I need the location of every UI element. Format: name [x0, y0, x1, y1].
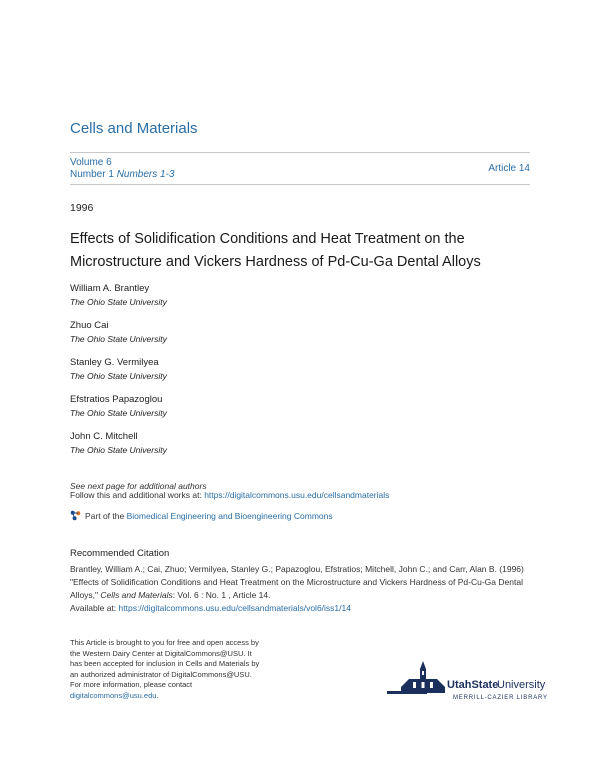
- author-affiliation: The Ohio State University: [70, 297, 167, 307]
- commons-link[interactable]: Biomedical Engineering and Bioengineering Commons: [126, 510, 333, 521]
- blurb-line: has been accepted for inclusion in Cells and Materials by: [70, 659, 260, 669]
- logo-subtitle: MERRILL-CAZIER LIBRARY: [453, 695, 548, 701]
- citation-text: [70, 563, 535, 615]
- citation-part1: Brantley, William A.; Cai, Zhuo; Vermilyea, Stanley G.; Papazoglou, Efstratios; Mitchell, John C.; and Carr, Alan B. (1996) "Effects of Solidification Conditions and Heat Treatment on the Microstructure and Vickers Hardness of Pd-Cu-Ga Dental Alloys,": [70, 564, 524, 600]
- see-next-page-note: See next page for additional authors: [70, 481, 207, 491]
- author-affiliation: The Ohio State University: [70, 334, 167, 344]
- follow-line: [70, 490, 389, 500]
- header-divider-top: [70, 152, 530, 153]
- author-name[interactable]: Zhuo Cai: [70, 320, 109, 331]
- author-affiliation: The Ohio State University: [70, 408, 167, 418]
- volume-info[interactable]: [70, 157, 175, 181]
- blurb-line: For more information, please contact: [70, 680, 193, 690]
- part-of-line: [70, 510, 333, 521]
- commons-network-icon: [70, 510, 81, 521]
- article-title[interactable]: Effects of Solidification Conditions and Heat Treatment on the Microstructure and Vickers Hardness of Pd-Cu-Ga Dental Alloys: [70, 231, 481, 270]
- author-affiliation: The Ohio State University: [70, 445, 167, 455]
- citation-part2: : Vol. 6 : No. 1 , Article 14.: [172, 590, 271, 600]
- blurb-line: This Article is brought to you for free and open access by: [70, 638, 259, 647]
- author-name[interactable]: Stanley G. Vermilyea: [70, 357, 159, 368]
- publication-year: 1996: [70, 202, 94, 214]
- logo-name-regular: University: [497, 679, 546, 691]
- author-name[interactable]: John C. Mitchell: [70, 431, 138, 442]
- author-affiliation: The Ohio State University: [70, 371, 167, 381]
- volume-label[interactable]: Volume 6: [70, 157, 112, 168]
- utah-state-university-logo[interactable]: [385, 657, 548, 707]
- citation-journal: Cells and Materials: [100, 590, 173, 600]
- author-name[interactable]: William A. Brantley: [70, 283, 150, 294]
- header-divider-bottom: [70, 184, 530, 185]
- part-of-prefix: Part of the: [85, 510, 125, 521]
- logo-name-bold: UtahState: [447, 679, 499, 691]
- contact-email-link[interactable]: digitalcommons@usu.edu: [70, 690, 157, 700]
- collection-link[interactable]: https://digitalcommons.usu.edu/cellsandmaterials: [204, 490, 390, 500]
- blurb-line: the Western Dairy Center at DigitalCommons@USU. It: [70, 648, 252, 658]
- follow-prefix: Follow this and additional works at:: [70, 490, 205, 500]
- access-statement: [70, 638, 310, 702]
- old-main-tower-icon: [387, 661, 445, 694]
- journal-title[interactable]: Cells and Materials: [70, 120, 198, 137]
- available-prefix: Available at:: [70, 603, 119, 613]
- citation-heading: Recommended Citation: [70, 548, 170, 559]
- number-label[interactable]: Number 1: [70, 169, 114, 180]
- article-number[interactable]: Article 14: [488, 163, 530, 174]
- author-name[interactable]: Efstratios Papazoglou: [70, 394, 163, 405]
- article-url-link[interactable]: https://digitalcommons.usu.edu/cellsandmaterials/vol6/iss1/14: [118, 603, 351, 613]
- email-suffix: .: [156, 690, 159, 700]
- numbers-range[interactable]: Numbers 1-3: [116, 169, 175, 180]
- number-line[interactable]: [70, 169, 175, 181]
- blurb-line: an authorized administrator of DigitalCommons@USU.: [70, 669, 252, 679]
